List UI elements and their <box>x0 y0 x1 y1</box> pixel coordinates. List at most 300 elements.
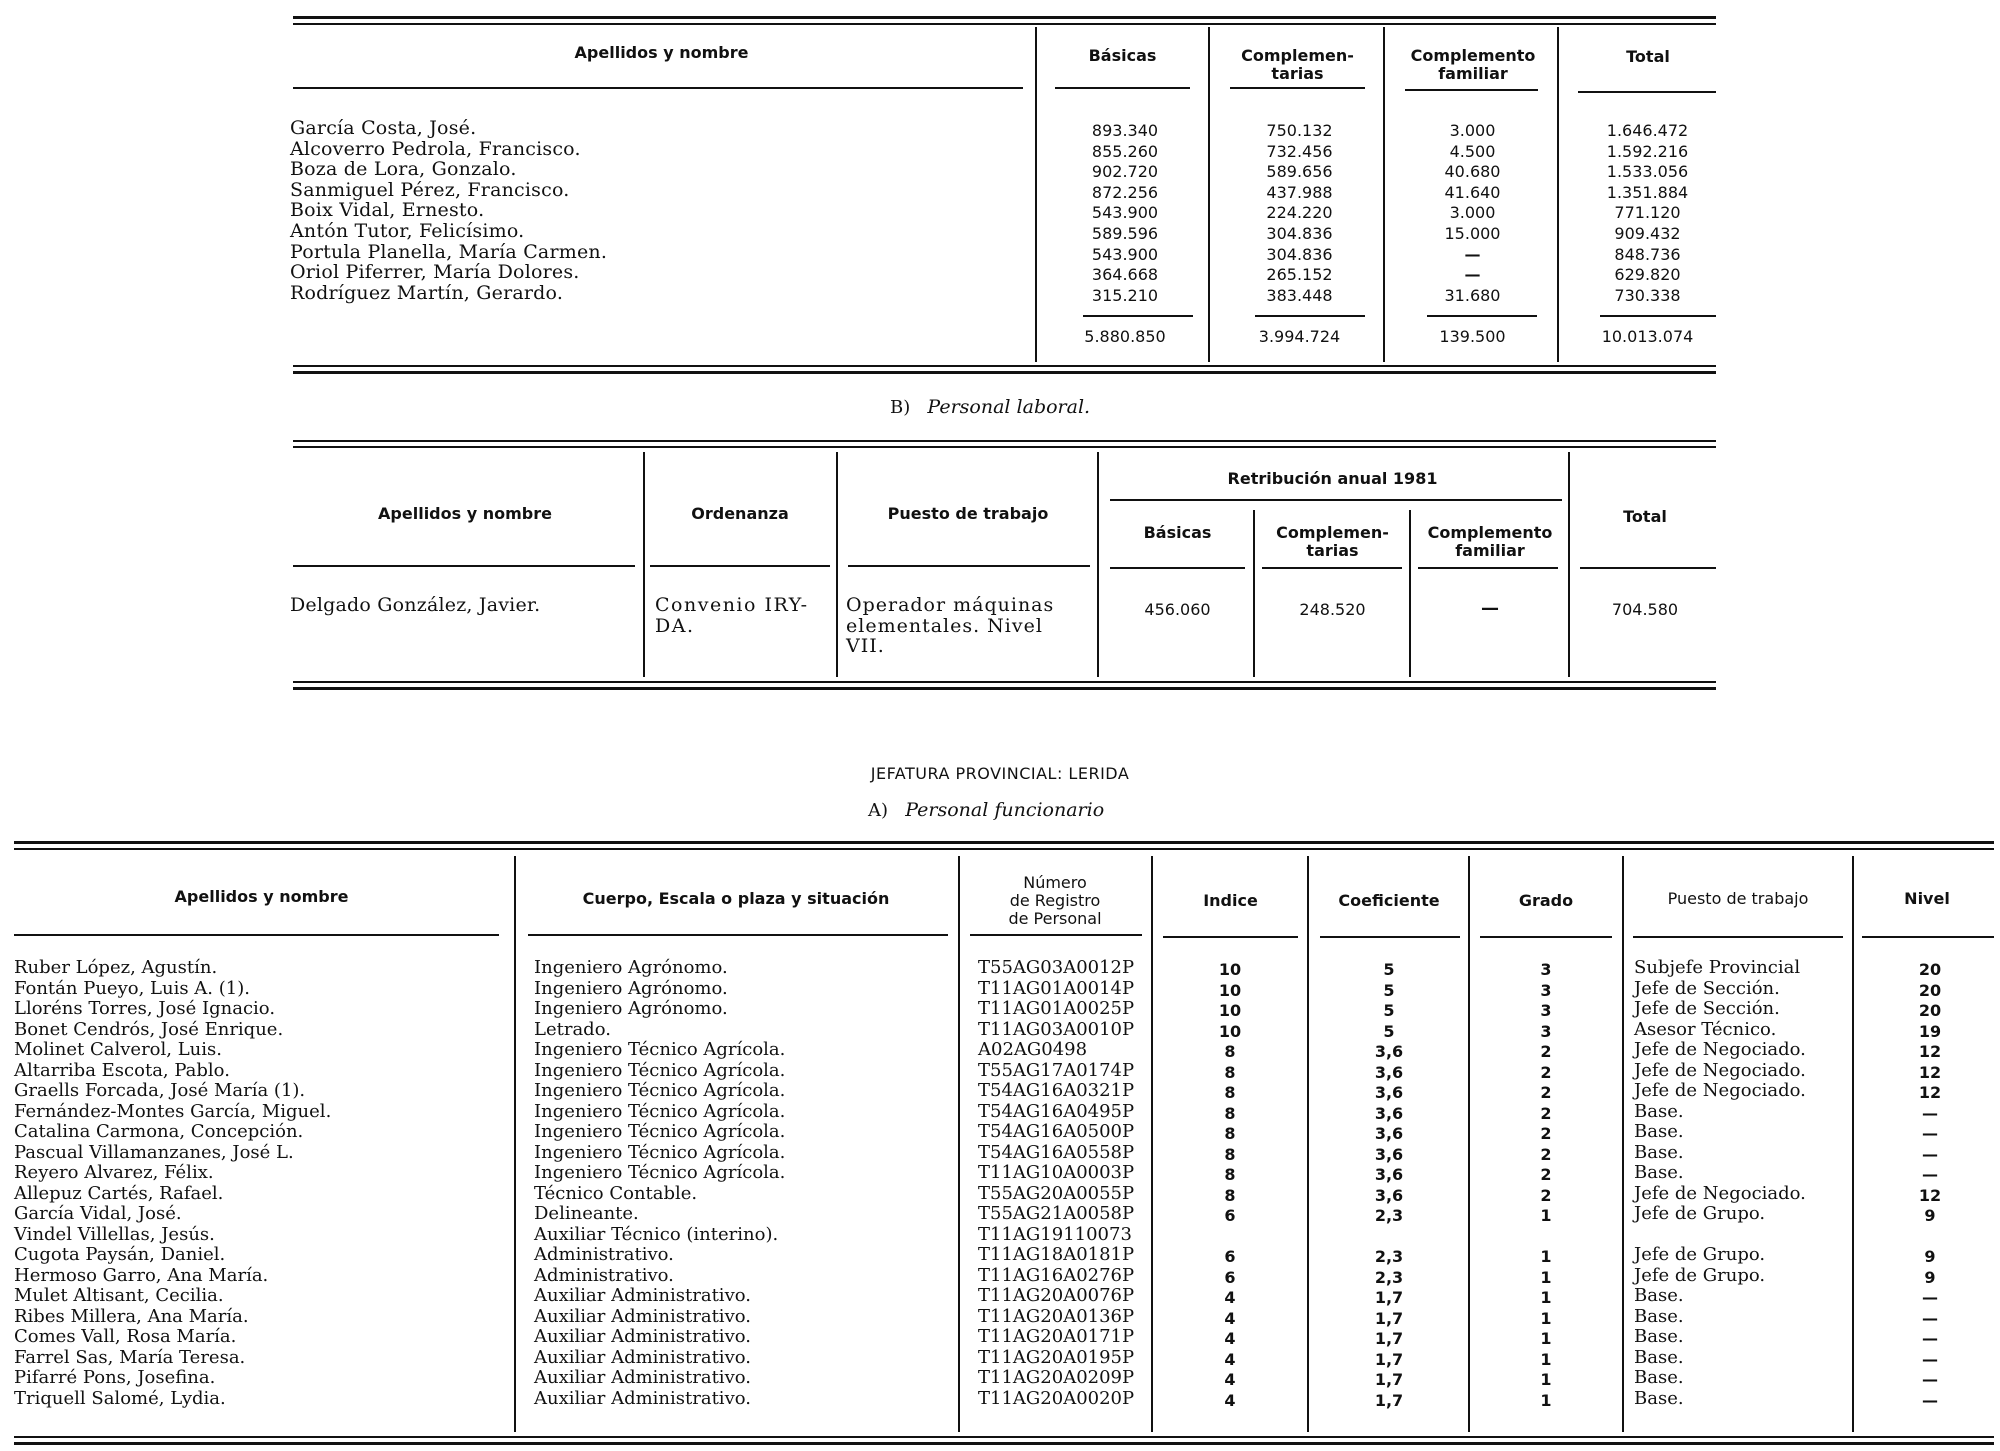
total-complementarias: 3.994.724 <box>1258 327 1341 346</box>
row-total: 848.736 <box>1614 244 1681 264</box>
row-familiar: 15.000 <box>1444 224 1501 243</box>
row-coeficiente: 2,3 <box>1374 1247 1404 1266</box>
row-cuerpo: Ingeniero Técnico Agrícola. <box>534 1162 786 1183</box>
header-underline <box>650 565 830 567</box>
header-underline <box>848 565 1090 567</box>
header-underline <box>1862 936 1994 938</box>
column-divider <box>1568 452 1570 677</box>
row-puesto: Jefe de Negociado. <box>1634 1080 1806 1101</box>
row-coeficiente: 1,7 <box>1374 1390 1404 1410</box>
rule <box>293 365 1716 367</box>
row-puesto: Base. <box>1634 1141 1684 1163</box>
row-name: Alcoverro Pedrola, Francisco. <box>290 137 581 160</box>
row-name: Allepuz Cartés, Rafael. <box>14 1182 224 1204</box>
row-indice: 6 <box>1224 1247 1236 1266</box>
row-grado: 1 <box>1540 1390 1552 1410</box>
row-coeficiente: 2,3 <box>1374 1267 1404 1287</box>
row-familiar: — <box>1464 265 1481 285</box>
row-name: Vindel Villellas, Jesús. <box>14 1223 215 1245</box>
row-name: Ribes Millera, Ana María. <box>14 1305 249 1327</box>
row-cuerpo: Ingeniero Agrónomo. <box>534 977 728 999</box>
row-name: Oriol Piferrer, María Dolores. <box>290 261 580 284</box>
row-familiar: — <box>1481 598 1499 619</box>
row-name: Antón Tutor, Felicísimo. <box>290 220 525 242</box>
row-nivel: — <box>1922 1329 1938 1348</box>
row-nivel: 20 <box>1918 1001 1942 1020</box>
section-b-title: Personal laboral. <box>927 396 1091 418</box>
column-divider <box>1622 856 1624 1432</box>
row-indice: 6 <box>1224 1267 1236 1287</box>
row-total: 704.580 <box>1611 600 1679 619</box>
row-cuerpo: Auxiliar Administrativo. <box>534 1305 751 1327</box>
row-coeficiente: 3,6 <box>1374 1124 1404 1143</box>
row-registro: T54AG16A0321P <box>978 1080 1135 1101</box>
header-familiar: Complemento familiar <box>1410 46 1536 83</box>
row-complementarias: 224.220 <box>1266 203 1333 223</box>
row-puesto: Base. <box>1634 1162 1684 1183</box>
row-coeficiente: 5 <box>1383 980 1395 1000</box>
row-registro: T55AG21A0058P <box>978 1203 1135 1224</box>
row-puesto: Jefe de Grupo. <box>1634 1203 1766 1224</box>
row-familiar: 41.640 <box>1444 182 1501 202</box>
column-divider <box>514 856 516 1432</box>
row-nivel: — <box>1922 1103 1938 1123</box>
header-total: Total <box>1626 47 1670 66</box>
row-cuerpo: Ingeniero Agrónomo. <box>534 957 728 978</box>
row-name: Sanmiguel Pérez, Francisco. <box>290 178 570 201</box>
row-name: García Costa, José. <box>290 117 477 139</box>
row-cuerpo: Administrativo. <box>534 1244 674 1265</box>
header-underline <box>1262 567 1402 569</box>
row-puesto: Base. <box>1634 1121 1684 1142</box>
row-cuerpo: Letrado. <box>534 1018 611 1040</box>
row-nivel: — <box>1922 1349 1938 1369</box>
row-puesto: Base. <box>1634 1326 1684 1347</box>
row-indice: 8 <box>1224 1062 1236 1082</box>
row-grado: 2 <box>1540 1103 1552 1123</box>
row-complementarias: 383.448 <box>1266 285 1333 305</box>
header-underline <box>528 934 948 936</box>
row-nivel: — <box>1922 1144 1938 1164</box>
row-grado: 3 <box>1540 960 1552 979</box>
row-registro: T11AG20A0171P <box>978 1326 1135 1347</box>
rule <box>14 848 1994 850</box>
row-grado: 2 <box>1540 1185 1552 1205</box>
row-grado: 2 <box>1540 1124 1552 1143</box>
row-coeficiente: 3,6 <box>1374 1042 1404 1061</box>
row-total: 1.592.216 <box>1606 141 1689 161</box>
row-name: Boix Vidal, Ernesto. <box>290 199 485 222</box>
row-coeficiente: 1,7 <box>1374 1288 1404 1307</box>
row-nivel: — <box>1922 1124 1938 1143</box>
row-grado: 3 <box>1540 980 1552 1000</box>
column-divider <box>1035 27 1037 362</box>
row-coeficiente: 3,6 <box>1374 1144 1404 1164</box>
row-name: Boza de Lora, Gonzalo. <box>290 158 517 181</box>
row-name: Cugota Paysán, Daniel. <box>14 1244 226 1265</box>
row-name: Bonet Cendrós, José Enrique. <box>14 1018 284 1040</box>
jefatura-title: JEFATURA PROVINCIAL: LERIDA <box>870 764 1130 783</box>
column-divider <box>958 856 960 1432</box>
header-underline <box>1418 567 1558 569</box>
row-registro: T55AG03A0012P <box>978 957 1135 978</box>
rule <box>14 841 1994 844</box>
header-basicas: Básicas <box>1143 523 1212 542</box>
row-complementarias: 750.132 <box>1266 121 1333 140</box>
header-underline <box>1480 936 1612 938</box>
row-total: 629.820 <box>1614 265 1681 285</box>
rule <box>14 1436 1994 1438</box>
row-indice: 8 <box>1224 1124 1236 1143</box>
row-registro: T54AG16A0500P <box>978 1121 1135 1142</box>
rule <box>14 1442 1994 1445</box>
row-puesto: Jefe de Negociado. <box>1634 1039 1806 1060</box>
row-coeficiente: 3,6 <box>1374 1083 1404 1102</box>
row-name: Molinet Calverol, Luis. <box>14 1039 222 1060</box>
total-familiar: 139.500 <box>1439 327 1506 346</box>
rule <box>293 440 1716 442</box>
row-grado: 2 <box>1540 1144 1552 1164</box>
header-underline <box>293 565 635 567</box>
header-registro: Número de Registro de Personal <box>1008 873 1102 928</box>
row-familiar: 4.500 <box>1449 141 1496 161</box>
header-underline <box>1578 91 1716 93</box>
sum-rule <box>1255 315 1365 317</box>
row-nivel: 9 <box>1924 1267 1936 1287</box>
row-nivel: 12 <box>1918 1083 1942 1102</box>
row-basicas: 456.060 <box>1144 600 1211 619</box>
header-underline <box>1633 936 1843 938</box>
rule <box>293 23 1716 25</box>
row-nivel: 12 <box>1918 1042 1942 1061</box>
row-cuerpo: Ingeniero Técnico Agrícola. <box>534 1141 786 1163</box>
row-coeficiente: 3,6 <box>1374 1103 1404 1123</box>
row-registro: T11AG18A0181P <box>978 1244 1135 1265</box>
total-total: 10.013.074 <box>1601 327 1694 346</box>
row-name: Fernández-Montes García, Miguel. <box>14 1100 332 1122</box>
column-divider <box>1253 510 1255 677</box>
row-basicas: 543.900 <box>1091 203 1159 223</box>
row-registro: T54AG16A0495P <box>978 1100 1135 1122</box>
row-indice: 4 <box>1224 1390 1236 1410</box>
row-name: Lloréns Torres, José Ignacio. <box>14 998 276 1019</box>
header-puesto: Puesto de trabajo <box>1667 889 1809 908</box>
row-basicas: 543.900 <box>1091 244 1159 264</box>
row-name: Reyero Alvarez, Félix. <box>14 1162 214 1183</box>
row-registro: T11AG01A0025P <box>978 998 1135 1019</box>
rule <box>293 16 1716 19</box>
row-familiar: 3.000 <box>1449 121 1496 140</box>
row-indice: 4 <box>1224 1308 1236 1328</box>
row-indice: 4 <box>1224 1288 1236 1307</box>
row-basicas: 315.210 <box>1091 285 1159 305</box>
header-underline <box>1580 567 1716 569</box>
header-underline <box>293 87 1023 89</box>
row-cuerpo: Ingeniero Técnico Agrícola. <box>534 1080 786 1101</box>
row-grado: 2 <box>1540 1165 1552 1184</box>
header-underline <box>14 934 499 936</box>
row-indice: 4 <box>1224 1349 1236 1369</box>
row-puesto: Base. <box>1634 1367 1684 1388</box>
header-underline <box>1163 936 1298 938</box>
header-puesto: Puesto de trabajo <box>887 504 1049 523</box>
column-divider <box>1208 27 1210 362</box>
row-cuerpo: Auxiliar Administrativo. <box>534 1367 751 1388</box>
row-puesto: Jefe de Sección. <box>1634 977 1780 999</box>
row-cuerpo: Auxiliar Administrativo. <box>534 1285 751 1306</box>
row-name: Portula Planella, María Carmen. <box>290 240 608 263</box>
row-cuerpo: Administrativo. <box>534 1264 674 1286</box>
row-puesto: Base. <box>1634 1346 1684 1368</box>
row-nivel: 12 <box>1918 1185 1942 1205</box>
row-name: Rodríguez Martín, Gerardo. <box>290 281 564 304</box>
header-total: Total <box>1623 507 1667 526</box>
row-registro: T54AG16A0558P <box>978 1141 1135 1163</box>
row-puesto: Base. <box>1634 1285 1684 1306</box>
row-nivel: — <box>1922 1308 1938 1328</box>
row-puesto: Base. <box>1634 1100 1684 1122</box>
row-cuerpo: Ingeniero Técnico Agrícola. <box>534 1059 786 1081</box>
row-puesto: Subjefe Provincial <box>1634 957 1801 978</box>
row-nivel: — <box>1922 1165 1938 1184</box>
row-coeficiente: 1,7 <box>1374 1308 1404 1328</box>
row-indice: 6 <box>1224 1206 1236 1225</box>
header-ordenanza: Ordenanza <box>691 504 789 523</box>
header-cuerpo: Cuerpo, Escala o plaza y situación <box>582 889 890 908</box>
header-name: Apellidos y nombre <box>574 43 749 62</box>
row-coeficiente: 3,6 <box>1374 1062 1404 1082</box>
row-grado: 3 <box>1540 1001 1552 1020</box>
header-underline <box>970 934 1142 936</box>
row-indice: 10 <box>1218 1021 1242 1041</box>
row-indice: 8 <box>1224 1144 1236 1164</box>
row-name: Triquell Salomé, Lydia. <box>14 1387 226 1409</box>
rule <box>293 681 1716 683</box>
header-familiar: Complemento familiar <box>1427 523 1553 560</box>
row-coeficiente: 3,6 <box>1374 1165 1404 1184</box>
row-grado: 2 <box>1540 1062 1552 1082</box>
row-complementarias: 437.988 <box>1266 182 1333 202</box>
group-underline <box>1110 499 1562 501</box>
row-basicas: 364.668 <box>1091 265 1159 285</box>
row-grado: 1 <box>1540 1206 1552 1225</box>
header-underline <box>1055 87 1190 89</box>
row-nivel: — <box>1922 1390 1938 1410</box>
row-coeficiente: 2,3 <box>1374 1206 1404 1225</box>
row-indice: 8 <box>1224 1083 1236 1102</box>
jefatura-sub-prefix: A) <box>868 800 889 821</box>
row-cuerpo: Ingeniero Técnico Agrícola. <box>534 1121 786 1142</box>
row-grado: 2 <box>1540 1042 1552 1061</box>
row-complementarias: 248.520 <box>1299 600 1366 619</box>
row-indice: 4 <box>1224 1329 1236 1348</box>
section-b-prefix: B) <box>890 397 911 418</box>
total-basicas: 5.880.850 <box>1084 327 1166 346</box>
row-name: Hermoso Garro, Ana María. <box>14 1264 269 1286</box>
row-complementarias: 589.656 <box>1266 162 1333 182</box>
row-puesto: Base. <box>1634 1387 1684 1409</box>
rule <box>293 371 1716 374</box>
header-indice: Indice <box>1203 891 1258 910</box>
row-total: 1.533.056 <box>1606 162 1689 182</box>
row-registro: T11AG20A0195P <box>978 1346 1135 1368</box>
row-indice: 10 <box>1218 1001 1242 1020</box>
row-complementarias: 265.152 <box>1266 265 1333 285</box>
row-registro: T11AG10A0003P <box>978 1162 1135 1183</box>
row-nivel: 20 <box>1918 960 1942 979</box>
row-puesto: Jefe de Sección. <box>1634 998 1780 1019</box>
row-puesto: Jefe de Grupo. <box>1634 1264 1766 1286</box>
row-coeficiente: 1,7 <box>1374 1349 1404 1369</box>
row-basicas: 589.596 <box>1091 224 1159 243</box>
row-registro: T11AG03A0010P <box>978 1018 1135 1040</box>
row-registro: T55AG20A0055P <box>978 1182 1135 1204</box>
row-nivel: 9 <box>1924 1247 1936 1266</box>
row-coeficiente: 5 <box>1383 1021 1395 1041</box>
row-registro: T11AG20A0020P <box>978 1387 1135 1409</box>
sum-rule <box>1083 315 1193 317</box>
row-cuerpo: Auxiliar Administrativo. <box>534 1326 751 1347</box>
row-familiar: 31.680 <box>1444 285 1501 305</box>
row-name: Ruber López, Agustín. <box>14 957 218 978</box>
row-complementarias: 304.836 <box>1266 244 1333 264</box>
column-divider <box>1852 856 1854 1432</box>
header-underline <box>1320 936 1460 938</box>
row-indice: 4 <box>1224 1370 1236 1389</box>
row-familiar: 40.680 <box>1444 162 1501 182</box>
row-cuerpo: Delineante. <box>534 1203 639 1224</box>
sum-rule <box>1427 315 1537 317</box>
row-name: Altarriba Escota, Pablo. <box>14 1059 230 1081</box>
row-name: Graells Forcada, José María (1). <box>14 1080 306 1101</box>
row-total: 909.432 <box>1614 224 1681 243</box>
row-basicas: 902.720 <box>1091 162 1159 182</box>
row-familiar: 3.000 <box>1449 203 1496 223</box>
row-total: 1.646.472 <box>1606 121 1689 140</box>
row-puesto: Jefe de Grupo. <box>1634 1244 1766 1265</box>
rule <box>293 446 1716 448</box>
row-name: Pifarré Pons, Josefina. <box>14 1367 216 1388</box>
row-nivel: 9 <box>1924 1206 1936 1225</box>
row-cuerpo: Ingeniero Agrónomo. <box>534 998 728 1019</box>
row-grado: 1 <box>1540 1308 1552 1328</box>
row-name: Comes Vall, Rosa María. <box>14 1326 237 1347</box>
row-cuerpo: Ingeniero Técnico Agrícola. <box>534 1039 786 1060</box>
row-registro: T11AG20A0136P <box>978 1305 1135 1327</box>
row-ordenanza: Convenio IRY- DA. <box>655 594 809 637</box>
row-grado: 1 <box>1540 1247 1552 1266</box>
row-coeficiente: 1,7 <box>1374 1370 1404 1389</box>
column-divider <box>1557 27 1559 362</box>
column-divider <box>1307 856 1309 1432</box>
header-retribucion: Retribución anual 1981 <box>1227 469 1438 488</box>
row-complementarias: 732.456 <box>1266 141 1333 161</box>
row-grado: 1 <box>1540 1267 1552 1287</box>
row-registro: T55AG17A0174P <box>978 1059 1135 1081</box>
row-coeficiente: 5 <box>1383 1001 1395 1020</box>
row-familiar: — <box>1464 244 1481 264</box>
column-divider <box>643 452 645 677</box>
row-total: 771.120 <box>1614 203 1681 223</box>
row-grado: 3 <box>1540 1021 1552 1041</box>
column-divider <box>836 452 838 677</box>
row-indice: 8 <box>1224 1103 1236 1123</box>
row-nivel: 12 <box>1918 1062 1942 1082</box>
row-puesto: Operador máquinas elementales. Nivel VII. <box>846 594 1055 657</box>
header-basicas: Básicas <box>1088 46 1157 65</box>
row-grado: 2 <box>1540 1083 1552 1102</box>
row-registro: T11AG16A0276P <box>978 1264 1135 1286</box>
row-indice: 10 <box>1218 980 1242 1000</box>
row-coeficiente: 5 <box>1383 960 1395 979</box>
jefatura-sub-title: Personal funcionario <box>905 799 1105 821</box>
row-name: Delgado González, Javier. <box>290 594 541 616</box>
column-divider <box>1468 856 1470 1432</box>
row-registro: T11AG20A0076P <box>978 1285 1135 1306</box>
row-grado: 1 <box>1540 1329 1552 1348</box>
row-coeficiente: 1,7 <box>1374 1329 1404 1348</box>
header-coeficiente: Coeficiente <box>1338 891 1440 910</box>
header-underline <box>1230 87 1365 89</box>
row-nivel: — <box>1922 1370 1938 1389</box>
column-divider <box>1097 452 1099 677</box>
row-basicas: 893.340 <box>1091 121 1159 140</box>
row-puesto: Jefe de Negociado. <box>1634 1182 1806 1204</box>
row-puesto: Base. <box>1634 1305 1684 1327</box>
section-b-heading <box>890 396 1090 418</box>
row-indice: 8 <box>1224 1165 1236 1184</box>
column-divider <box>1151 856 1153 1432</box>
row-nivel: 20 <box>1918 980 1942 1000</box>
row-grado: 1 <box>1540 1288 1552 1307</box>
header-grado: Grado <box>1518 891 1574 910</box>
row-cuerpo: Ingeniero Técnico Agrícola. <box>534 1100 786 1122</box>
row-basicas: 855.260 <box>1091 141 1159 161</box>
jefatura-subheading <box>868 799 1104 821</box>
row-registro: T11AG01A0014P <box>978 977 1135 999</box>
row-puesto: Jefe de Negociado. <box>1634 1059 1806 1081</box>
row-indice: 8 <box>1224 1185 1236 1205</box>
row-name: Farrel Sas, María Teresa. <box>14 1346 246 1368</box>
header-complementarias: Complemen- tarias <box>1241 46 1354 83</box>
column-divider <box>1409 510 1411 677</box>
header-underline <box>1110 567 1245 569</box>
row-registro: T11AG19110073 <box>978 1223 1132 1245</box>
rule <box>293 687 1716 690</box>
row-name: García Vidal, José. <box>14 1203 182 1224</box>
column-divider <box>1383 27 1385 362</box>
row-complementarias: 304.836 <box>1266 224 1333 243</box>
header-name: Apellidos y nombre <box>378 504 552 523</box>
sum-rule <box>1600 315 1716 317</box>
row-registro: A02AG0498 <box>978 1039 1088 1060</box>
row-name: Pascual Villamanzanes, José L. <box>14 1141 294 1163</box>
row-cuerpo: Auxiliar Administrativo. <box>534 1387 751 1409</box>
row-indice: 10 <box>1218 960 1242 979</box>
row-grado: 1 <box>1540 1370 1552 1389</box>
row-cuerpo: Técnico Contable. <box>534 1182 698 1204</box>
row-total: 730.338 <box>1614 285 1681 305</box>
row-total: 1.351.884 <box>1606 182 1689 202</box>
header-nivel: Nivel <box>1904 889 1950 908</box>
row-name: Catalina Carmona, Concepción. <box>14 1121 304 1142</box>
row-registro: T11AG20A0209P <box>978 1367 1135 1388</box>
header-complementarias: Complemen- tarias <box>1276 523 1389 560</box>
header-underline <box>1405 89 1538 91</box>
row-coeficiente: 3,6 <box>1374 1185 1404 1205</box>
row-indice: 8 <box>1224 1042 1236 1061</box>
row-grado: 1 <box>1540 1349 1552 1369</box>
